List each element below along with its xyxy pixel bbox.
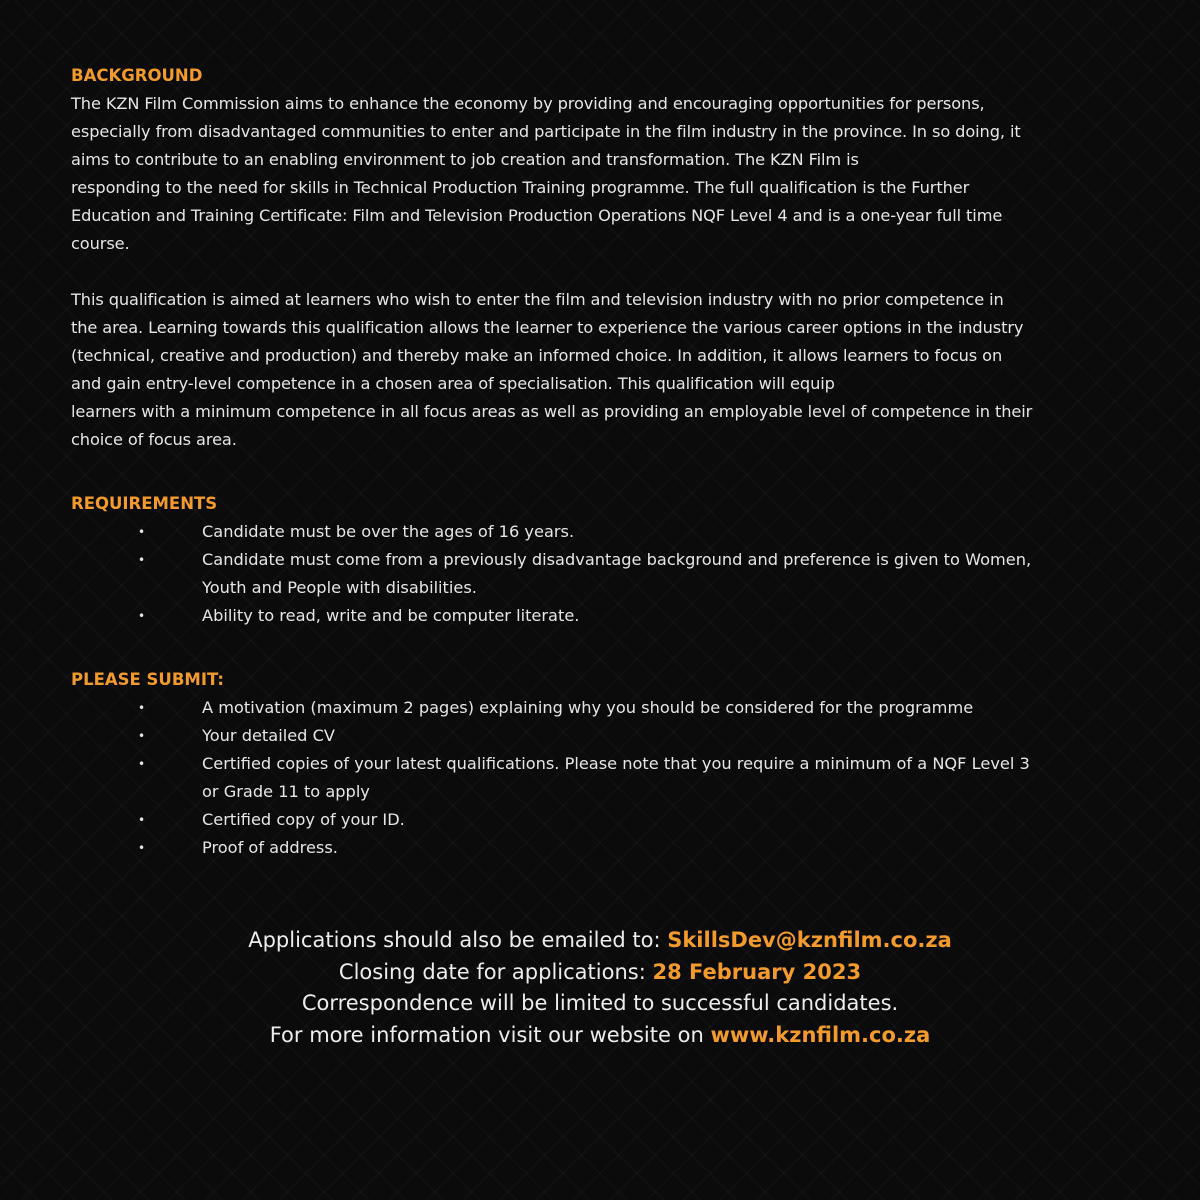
document-body xyxy=(71,62,1141,862)
list-item-text: Proof of address. xyxy=(202,838,338,857)
bullet-icon: • xyxy=(138,813,146,827)
paragraph-line: choice of focus area. xyxy=(71,430,237,449)
paragraph-line: especially from disadvantaged communities to enter and participate in the film industry in the province. In so doing, it xyxy=(71,122,1021,141)
spacer xyxy=(71,454,1141,490)
paragraph-line: The KZN Film Commission aims to enhance the economy by providing and encouraging opportunities for persons, xyxy=(71,94,985,113)
email-label: Applications should also be emailed to: xyxy=(248,928,668,952)
submit-list xyxy=(71,694,1141,862)
list-item-text: Candidate must be over the ages of 16 years. xyxy=(202,522,575,541)
bullet-icon: • xyxy=(138,729,146,743)
list-item-text: Candidate must come from a previously disadvantage background and preference is given to Women, xyxy=(202,550,1032,569)
background-heading: BACKGROUND xyxy=(71,66,203,85)
background-paragraph-2 xyxy=(71,286,1141,454)
list-item xyxy=(71,722,1141,750)
requirements-list xyxy=(71,518,1141,630)
bullet-icon: • xyxy=(138,525,146,539)
list-item xyxy=(71,834,1141,862)
list-item xyxy=(71,518,1141,546)
list-item xyxy=(71,806,1141,834)
list-item-text: Certified copy of your ID. xyxy=(202,810,405,829)
submit-heading: PLEASE SUBMIT: xyxy=(71,670,224,689)
list-item xyxy=(71,750,1141,806)
website-link[interactable]: www.kznfilm.co.za xyxy=(710,1022,931,1047)
background-paragraph-1 xyxy=(71,90,1141,258)
list-item-text: Youth and People with disabilities. xyxy=(202,578,477,597)
bullet-icon: • xyxy=(138,609,146,623)
bullet-icon: • xyxy=(138,553,146,567)
closing-date-line xyxy=(0,957,1200,989)
paragraph-line: This qualification is aimed at learners who wish to enter the film and television industry with no prior competence in xyxy=(71,290,1004,309)
bullet-icon: • xyxy=(138,841,146,855)
paragraph-line: learners with a minimum competence in all focus areas as well as providing an employable level of competence in their xyxy=(71,402,1033,421)
email-link[interactable]: SkillsDev@kznfilm.co.za xyxy=(667,928,952,952)
paragraph-line: the area. Learning towards this qualification allows the learner to experience the various career options in the industry xyxy=(71,318,1024,337)
list-item-text: or Grade 11 to apply xyxy=(202,782,370,801)
list-item xyxy=(71,546,1141,602)
requirements-heading: REQUIREMENTS xyxy=(71,494,218,513)
closing-date-value: 28 February 2023 xyxy=(652,959,862,984)
list-item-text: A motivation (maximum 2 pages) explaining why you should be considered for the programme xyxy=(202,698,974,717)
spacer xyxy=(71,258,1141,286)
closing-date-label: Closing date for applications: xyxy=(338,959,653,984)
bullet-icon: • xyxy=(138,757,146,771)
paragraph-line: aims to contribute to an enabling environment to job creation and transformation. The KZN Film is xyxy=(71,150,859,169)
list-item xyxy=(71,694,1141,722)
list-item-text: Your detailed CV xyxy=(202,726,335,745)
list-item-text: Ability to read, write and be computer literate. xyxy=(202,606,580,625)
list-item xyxy=(71,602,1141,630)
correspondence-note: Correspondence will be limited to successful candidates. xyxy=(301,991,899,1015)
email-line xyxy=(0,925,1200,957)
website-line xyxy=(0,1020,1200,1052)
paragraph-line: course. xyxy=(71,234,130,253)
spacer xyxy=(71,630,1141,666)
paragraph-line: responding to the need for skills in Technical Production Training programme. The full qualification is the Further xyxy=(71,178,970,197)
paragraph-line: and gain entry-level competence in a chosen area of specialisation. This qualification will equip xyxy=(71,374,835,393)
bullet-icon: • xyxy=(138,701,146,715)
website-label: For more information visit our website on xyxy=(269,1022,711,1047)
paragraph-line: (technical, creative and production) and thereby make an informed choice. In addition, it allows learners to focus on xyxy=(71,346,1003,365)
paragraph-line: Education and Training Certificate: Film and Television Production Operations NQF Level 4 and is a one-year full time xyxy=(71,206,1003,225)
list-item-text: Certified copies of your latest qualifications. Please note that you require a minimum of a NQF Level 3 xyxy=(202,754,1030,773)
application-footer xyxy=(0,925,1200,1051)
